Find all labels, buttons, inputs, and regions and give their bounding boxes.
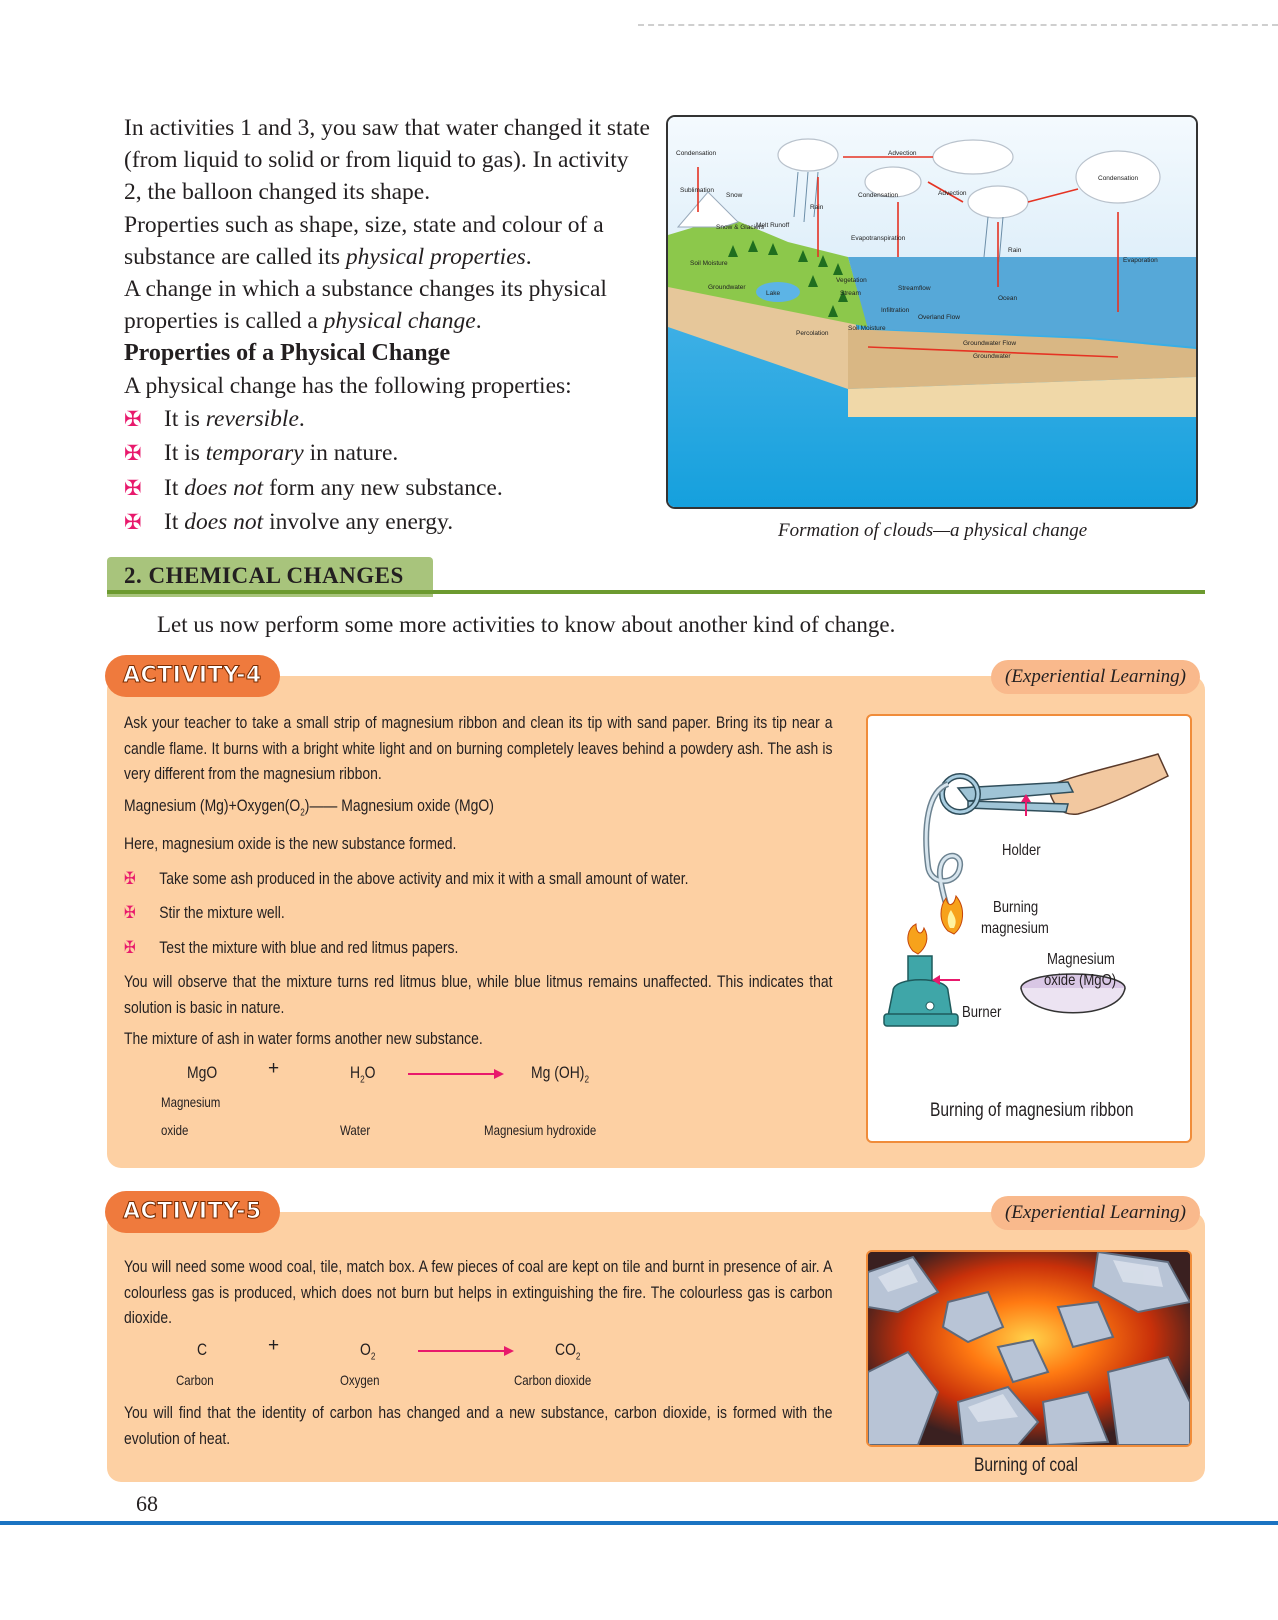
label-soil-moisture: Soil Moisture: [690, 260, 728, 267]
label-condensation-2: Condensation: [858, 192, 899, 199]
list-item: ✠ Take some ash produced in the above activity and mix it with a small amount of water.: [124, 866, 832, 892]
label-overland-flow: Overland Flow: [918, 314, 960, 321]
label-condensation-3: Condensation: [1098, 175, 1139, 182]
activity-5-para-1: You will need some wood coal, tile, match box. A few pieces of coal are kept on tile and burnt in presence of air. A colourless gas is produced, which does not burn but helps in extinguishing the fire. The colourless gas is carbon dioxide.: [124, 1257, 833, 1327]
activity-4-text: [124, 710, 832, 1052]
intro-text: [124, 112, 652, 540]
eq3-name-3: Carbon dioxide: [514, 1372, 592, 1388]
label-evapotranspiration: Evapotranspiration: [851, 235, 906, 242]
activity-5-text-2: [124, 1400, 832, 1451]
intro-para-2: Properties such as shape, size, state and colour of a substance are called its physical properties.: [124, 211, 604, 270]
eq3-product: $CO_2$: [555, 1340, 581, 1363]
eq2-name-1a: Magnesium: [161, 1094, 221, 1110]
label-streamflow: Streamflow: [898, 285, 931, 292]
activity-4-label: ACTIVITY-4: [105, 655, 280, 697]
label-holder: Holder: [1002, 842, 1041, 859]
label-soil-moisture-2: Soil Moisture: [848, 325, 886, 332]
activity-4-equation-1: Magnesium $(Mg)+Oxygen(O_2)——$ Magnesium oxide (MgO): [124, 795, 494, 818]
eq2-reactant-2: $H_2O$: [350, 1063, 376, 1086]
list-item: ✠ It does not form any new substance.: [124, 471, 652, 506]
list-item: ✠ Stir the mixture well.: [124, 900, 832, 926]
list-item: ✠ It does not involve any energy.: [124, 505, 652, 540]
label-groundwater-2: Groundwater: [973, 353, 1011, 360]
label-snow: Snow: [726, 192, 743, 199]
label-mgo-1: Magnesium: [1047, 951, 1115, 968]
activity-5-tag: (Experiential Learning): [991, 1196, 1200, 1230]
section-lead: Let us now perform some more activities to know about another kind of change.: [157, 612, 896, 637]
label-snow-glaciers: Snow & Glaciers: [716, 224, 765, 231]
activity-5-text: [124, 1254, 832, 1331]
bullet-cross-icon: ✠: [124, 406, 142, 431]
label-rain-2: Rain: [1008, 247, 1022, 254]
eq2-product: Mg $(OH)_2$: [531, 1063, 590, 1086]
bullet-cross-icon: ✠: [124, 441, 142, 466]
page-number: 68: [136, 1491, 158, 1516]
label-sublimation: Sublimation: [680, 187, 714, 194]
label-magnesium: magnesium: [981, 920, 1049, 937]
activity-4-para-3: You will observe that the mixture turns red litmus blue, while blue litmus remains unaffected. This indicates that solution is basic in nature.: [124, 972, 833, 1017]
bullet-cross-icon: ✠: [124, 475, 142, 500]
eq2-plus: +: [268, 1058, 280, 1079]
eq3-plus: +: [268, 1335, 280, 1356]
magnesium-figure-caption: Burning of magnesium ribbon: [930, 1100, 1134, 1121]
list-item: ✠ It is temporary in nature.: [124, 436, 652, 471]
label-melt-runoff: Melt Runoff: [756, 222, 790, 229]
coal-photo-caption: Burning of coal: [974, 1455, 1078, 1476]
top-dashed-rule: [638, 24, 1278, 26]
label-stream: Stream: [840, 290, 861, 297]
activity-4-para-2: Here, magnesium oxide is the new substance formed.: [124, 834, 457, 854]
activity-5-label: ACTIVITY-5: [105, 1191, 280, 1233]
activity-4-para-1: Ask your teacher to take a small strip of magnesium ribbon and clean its tip with sand paper. Bring its tip near a candle flame. It burns with a bright white light and on burning completely leaves behind a powdery ash. The ash is very different from the magnesium ribbon.: [124, 713, 833, 783]
properties-heading: Properties of a Physical Change: [124, 340, 451, 367]
label-infiltration: Infiltration: [881, 307, 910, 314]
coal-photo: [866, 1250, 1192, 1447]
activity-5-para-2: You will find that the identity of carbon has changed and a new substance, carbon dioxide, is formed with the evolution of heat.: [124, 1403, 833, 1448]
footer-rule: [0, 1521, 1278, 1525]
label-burner: Burner: [962, 1004, 1002, 1021]
intro-para-3: A change in which a substance changes its physical properties is called a physical change.: [124, 276, 607, 335]
label-condensation: Condensation: [676, 150, 717, 157]
eq2-name-1b: oxide: [161, 1122, 189, 1138]
label-groundwater-flow: Groundwater Flow: [963, 340, 1017, 347]
bullet-cross-icon: ✠: [124, 510, 142, 535]
label-rain: Rain: [810, 204, 824, 211]
eq2-name-3: Magnesium hydroxide: [484, 1122, 597, 1138]
label-vegetation: Vegetation: [836, 277, 867, 284]
label-burning: Burning: [993, 899, 1039, 916]
list-item: ✠ It is reversible.: [124, 402, 652, 437]
eq3-name-1: Carbon: [176, 1372, 214, 1388]
eq2-reactant-1: MgO: [187, 1063, 218, 1082]
properties-lead: A physical change has the following properties:: [124, 372, 572, 399]
eq3-reactant-2: $O_2$: [360, 1340, 376, 1363]
diagram-caption: Formation of clouds—a physical change: [778, 520, 1088, 541]
water-cycle-diagram: [666, 115, 1198, 509]
section-title: 2. CHEMICAL CHANGES: [124, 563, 404, 588]
label-advection: Advection: [888, 150, 917, 157]
bullet-cross-icon: ✠: [124, 937, 136, 957]
label-lake: Lake: [766, 290, 781, 297]
intro-para-1: In activities 1 and 3, you saw that water changed it state (from liquid to solid or from liquid to gas). In activity 2, the balloon changed its shape.: [124, 115, 650, 206]
eq2-arrow-icon: [408, 1068, 504, 1080]
bullet-cross-icon: ✠: [124, 903, 136, 923]
eq3-name-2: Oxygen: [340, 1372, 380, 1388]
label-evaporation: Evaporation: [1123, 257, 1158, 264]
bullet-cross-icon: ✠: [124, 868, 136, 888]
label-mgo-2: oxide (MgO): [1044, 972, 1117, 989]
eq3-reactant-1: C: [197, 1340, 208, 1359]
label-groundwater: Groundwater: [708, 284, 746, 291]
label-advection-2: Advection: [938, 190, 967, 197]
activity-4-para-4: The mixture of ash in water forms another new substance.: [124, 1029, 483, 1049]
list-item: ✠ Test the mixture with blue and red litmus papers.: [124, 935, 832, 961]
activity-4-tag: (Experiential Learning): [991, 660, 1200, 694]
section-rule: [107, 590, 1205, 594]
label-ocean: Ocean: [998, 295, 1018, 302]
eq3-arrow-icon: [418, 1345, 514, 1357]
eq2-name-2: Water: [340, 1122, 371, 1138]
properties-list: [124, 402, 652, 540]
label-percolation: Percolation: [796, 330, 829, 337]
